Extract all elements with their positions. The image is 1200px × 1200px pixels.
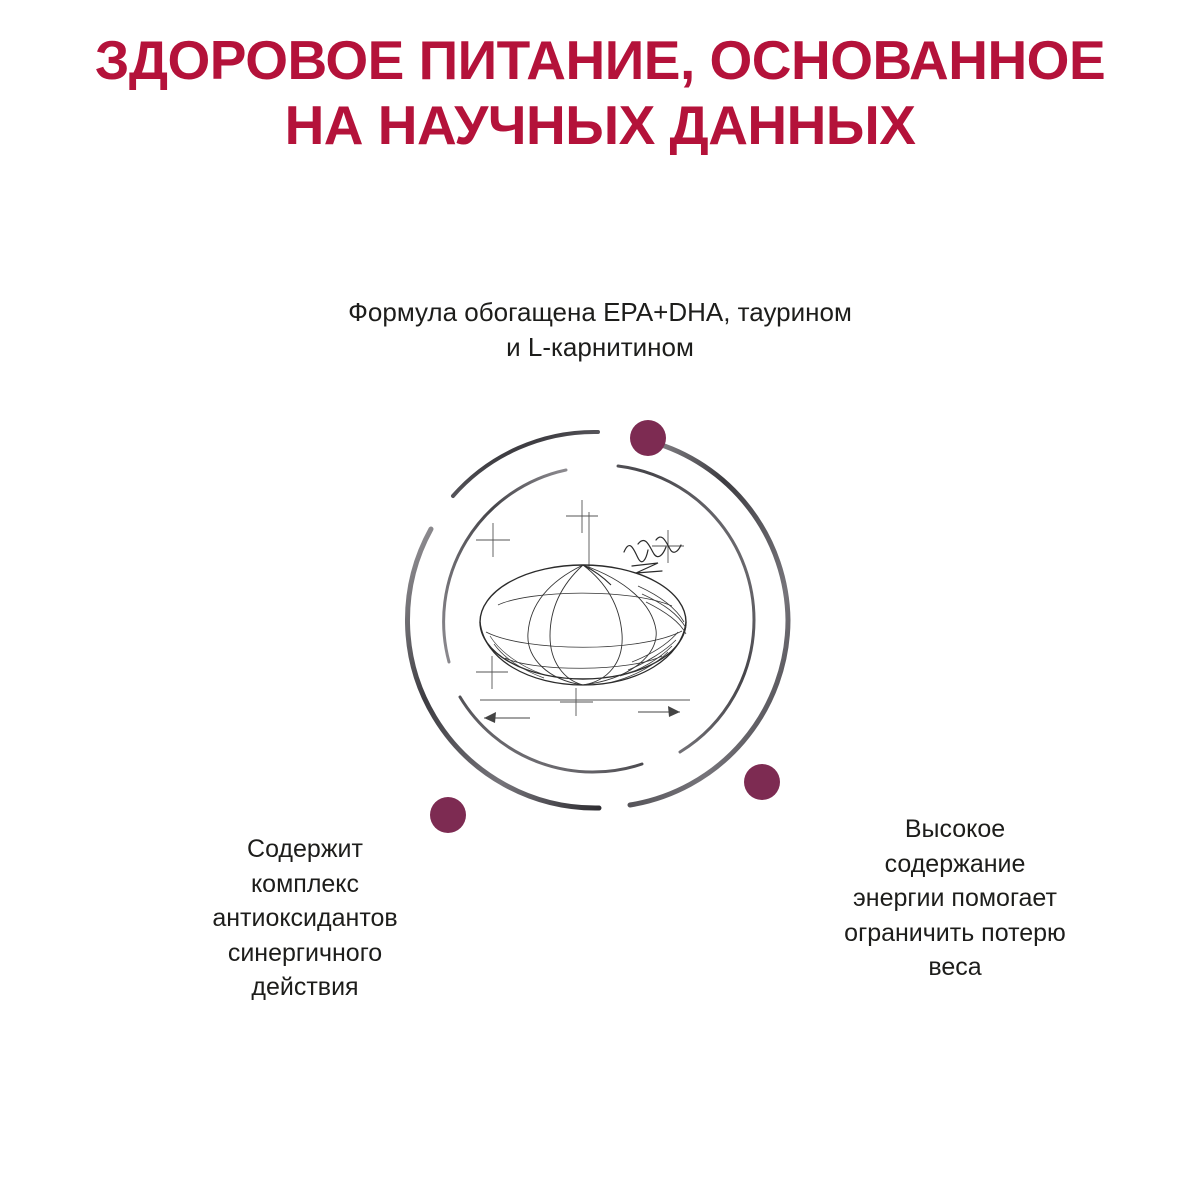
kibble-sketch-icon [476, 500, 690, 723]
caption-right [790, 812, 1120, 985]
page-title-line-2: НА НАУЧНЫХ ДАННЫХ [284, 93, 916, 156]
caption-left [150, 832, 460, 1005]
caption-right-line-2: содержание [884, 849, 1026, 878]
node-right-dot [744, 764, 780, 800]
caption-left-line-5: действия [251, 973, 359, 1001]
caption-left-line-4: синергичного [227, 938, 383, 967]
caption-right-line-1: Высокое [904, 815, 1006, 843]
outer-ring [407, 432, 788, 808]
caption-left-line-2: комплекс [250, 869, 360, 898]
caption-left-line-1: Содержит [247, 835, 363, 863]
caption-right-line-4: ограничить потерю [844, 918, 1066, 947]
page-title [0, 28, 1200, 158]
node-top-dot [630, 420, 666, 456]
caption-top-line-2: и L-карнитином [506, 332, 694, 363]
inner-ring [444, 466, 754, 772]
caption-top [250, 295, 950, 365]
node-bottom-left-dot [430, 797, 466, 833]
circular-diagram [380, 400, 820, 840]
caption-right-line-3: энергии помогает [853, 884, 1057, 912]
caption-right-line-5: веса [928, 953, 982, 981]
caption-top-line-1: Формула обогащена EPA+DHA, таурином [348, 297, 852, 327]
page-title-line-1: ЗДОРОВОЕ ПИТАНИЕ, ОСНОВАННОЕ [94, 29, 1106, 91]
caption-left-line-3: антиоксидантов [212, 904, 398, 932]
